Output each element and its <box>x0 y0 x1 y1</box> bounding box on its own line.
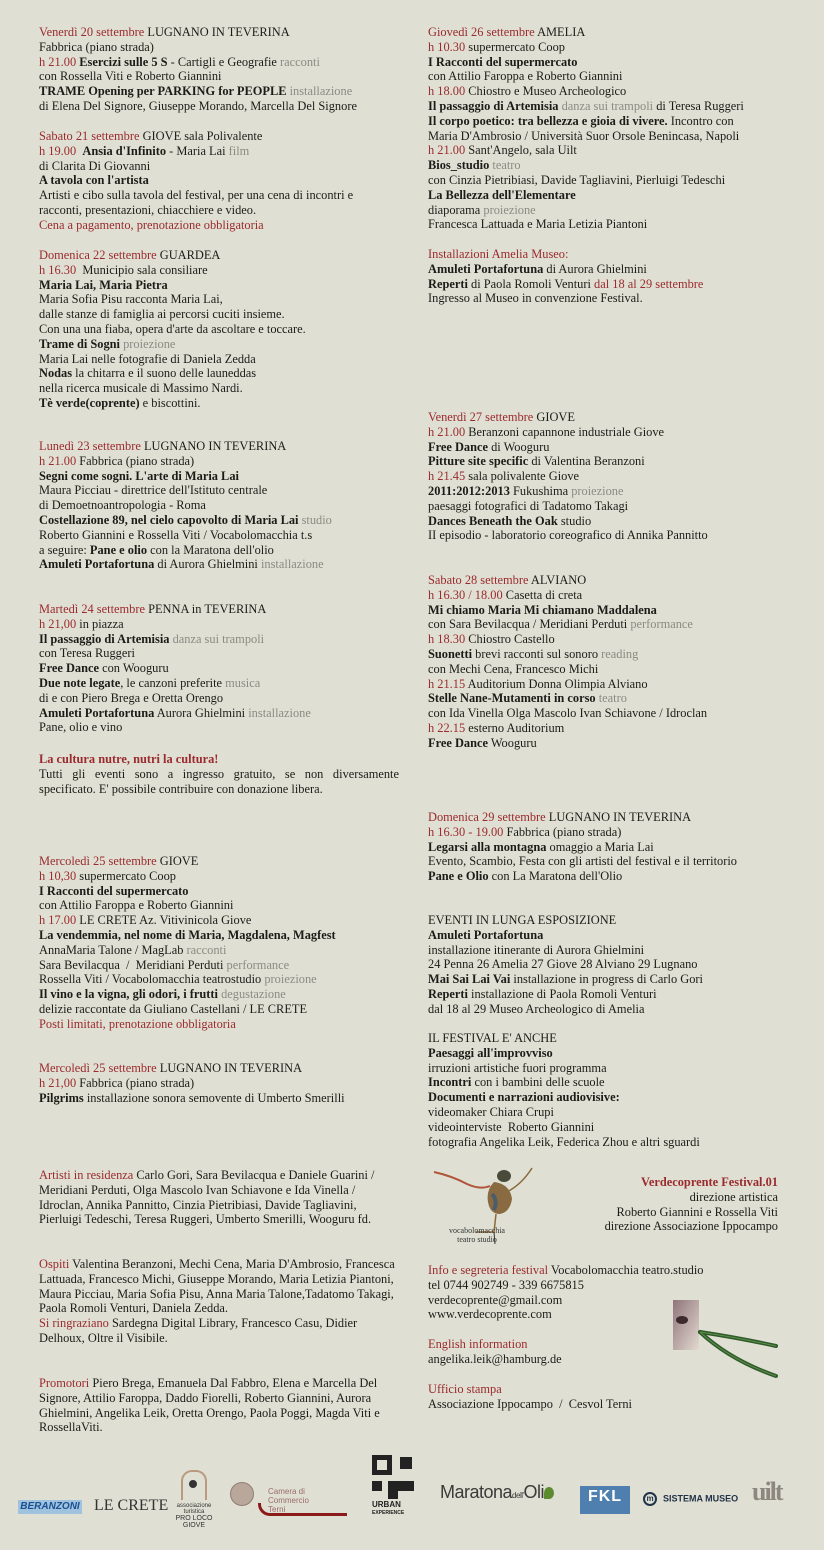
event-time: h 21.15 <box>428 676 466 691</box>
event-credits: II episodio - laboratorio coreografico di Annika Pannitto <box>428 528 708 543</box>
event-title: Stelle Nane-Mutamenti in corso <box>428 691 596 706</box>
event-category: danza sui trampoli <box>169 631 265 646</box>
logo-caption: teatro studio <box>457 1235 497 1244</box>
event-time: h 21.00 <box>428 424 466 439</box>
event-time: h 16.30 <box>39 262 77 277</box>
event-category: proiezione <box>483 202 536 217</box>
beranzoni-logo: BERANZONI <box>18 1500 82 1514</box>
event-credits: con Mechi Cena, Francesco Michi <box>428 661 599 676</box>
event-time: h 17.00 <box>39 913 77 928</box>
event-title: Paesaggi all'improvviso <box>428 1045 553 1060</box>
event-time: h 21.45 <box>428 469 466 484</box>
event-title: La Bellezza dell'Elementare <box>428 187 576 202</box>
event-text: brevi racconti sul sonoro <box>472 646 602 661</box>
event-title: TRAME Opening per PARKING for PEOPLE <box>39 84 287 99</box>
event-category: musica <box>225 675 261 690</box>
event-place: GIOVE sala Polivalente <box>142 129 263 143</box>
booking-note: Posti limitati, prenotazione obbligatoria <box>39 1016 236 1031</box>
event-title: Tè verde(coprente) <box>39 395 140 410</box>
event-venue: esterno Auditorium <box>465 720 565 735</box>
event-category: performance <box>630 617 693 632</box>
event-day-27 <box>428 410 808 543</box>
event-text: installazione di Paola Romoli Venturi <box>467 986 657 1001</box>
uilt-logo: uilt <box>752 1477 782 1506</box>
event-text: di Aurora Ghielmini <box>543 261 647 276</box>
logo-caption: URBAN <box>372 1500 401 1509</box>
event-title: Esercizi sulle 5 S <box>79 54 168 69</box>
event-day-24 <box>39 602 399 735</box>
vocabolomacchia-logo <box>432 1164 542 1254</box>
eye-leaf-icon <box>670 1298 780 1388</box>
event-text: Wooguru <box>487 735 537 750</box>
event-time: h 21.00 <box>428 143 466 158</box>
camera-commercio-terni-logo <box>258 1487 348 1515</box>
event-credits: Francesca Lattuada e Maria Letizia Piantoni <box>428 217 648 232</box>
event-text: 24 Penna 26 Amelia 27 Giove 28 Alviano 29 Lugnano <box>428 957 698 972</box>
event-text: di Valentina Beranzoni <box>528 454 645 469</box>
section-heading: EVENTI IN LUNGA ESPOSIZIONE <box>428 913 617 927</box>
event-title: Amuleti Portafortuna <box>39 557 155 572</box>
event-place: LUGNANO IN TEVERINA <box>548 810 692 824</box>
event-title: Costellazione 89, nel cielo capovolto di Maria Lai <box>39 512 299 527</box>
event-date: Giovedì 26 settembre <box>428 25 535 39</box>
event-title: Segni come sogni. L'arte di Maria Lai <box>39 468 239 483</box>
event-venue: Casetta di creta <box>502 587 583 602</box>
square-icon <box>372 1481 382 1491</box>
event-category: performance <box>226 957 290 972</box>
event-venue: Fabbrica (piano strada) <box>39 39 154 54</box>
artists-in-residence <box>39 1168 399 1227</box>
event-text: e biscottini. <box>139 395 201 410</box>
event-date: Mercoledì 25 settembre <box>39 1061 157 1075</box>
event-text: Artisti e cibo sulla tavola del festival, per una cena di incontri e <box>39 188 354 203</box>
event-venue: supermercato Coop <box>465 39 565 54</box>
event-text: Pane, olio e vino <box>39 720 123 735</box>
guests-label: Ospiti <box>39 1257 70 1271</box>
logo-caption: EXPERIENCE <box>372 1510 405 1516</box>
event-text: installazione sonora semovente di Umberto Smerilli <box>83 1090 345 1105</box>
event-dates: dal 18 al 29 settembre <box>594 276 704 291</box>
event-category: proiezione <box>264 972 317 987</box>
event-day-22 <box>39 248 399 411</box>
event-text: fotografia Angelika Leik, Federica Zhou e altri sguardi <box>428 1134 700 1149</box>
event-title: Suonetti <box>428 646 473 661</box>
square-icon <box>400 1457 412 1469</box>
event-text: con la Maratona dell'olio <box>147 542 274 557</box>
event-text: - Maria Lai <box>166 143 229 158</box>
event-time: h 10,30 <box>39 868 77 883</box>
event-title: Ansia d'Infinito <box>82 143 167 158</box>
event-category: teatro <box>489 158 521 173</box>
event-title: Bios_studio <box>428 158 490 173</box>
event-place: GIOVE <box>536 410 575 424</box>
event-text: di Paola Romoli Venturi <box>467 276 595 291</box>
emblem-seal-icon <box>230 1482 254 1506</box>
event-title: La vendemmia, nel nome di Maria, Magdalena, Magfest <box>39 927 336 942</box>
event-venue: Chiostro e Museo Archeologico <box>465 84 627 99</box>
event-place: LUGNANO IN TEVERINA <box>143 439 287 453</box>
event-venue: Fabbrica (piano strada) <box>76 1075 195 1090</box>
event-text: diaporama <box>428 202 484 217</box>
event-text: studio <box>557 513 592 528</box>
event-text: - Cartigli e Geografie <box>167 54 281 69</box>
urban-experience-logo <box>372 1455 416 1517</box>
event-date: Venerdì 20 settembre <box>39 25 145 39</box>
event-credits: con Attilio Faroppa e Roberto Giannini <box>428 69 623 84</box>
event-title: Il passaggio di Artemisia <box>428 98 559 113</box>
event-credits: di Elena Del Signore, Giuseppe Morando, Marcella Del Signore <box>39 98 357 113</box>
logo-caption: PRO LOCO GIOVE <box>175 1515 213 1529</box>
event-place: GUARDEA <box>159 248 221 262</box>
swoosh-icon <box>258 1503 347 1516</box>
event-venue: supermercato Coop <box>76 868 176 883</box>
event-credits: Rossella Viti / Vocabolomacchia teatrostudio <box>39 972 265 987</box>
event-title: Pitture site specific <box>428 454 529 469</box>
promoters <box>39 1376 399 1435</box>
event-day-23 <box>39 439 399 572</box>
olive-leaf-icon <box>544 1487 554 1499</box>
event-day-28 <box>428 573 808 751</box>
event-text: Incontro con <box>667 113 734 128</box>
event-day-20 <box>39 25 399 114</box>
museum-m-icon: m <box>643 1492 657 1506</box>
event-credits: con Ida Vinella Olga Mascolo Ivan Schiavone / Idroclan <box>428 706 708 721</box>
logo-caption: vocabolomacchia <box>449 1226 505 1235</box>
press-office-label: Ufficio stampa <box>428 1381 502 1396</box>
logo-caption: Oli <box>523 1482 545 1502</box>
event-category: racconti <box>186 942 227 957</box>
event-title: Free Dance <box>428 735 488 750</box>
event-venue: Auditorium Donna Olimpia Alviano <box>465 676 648 691</box>
event-text: irruzioni artistiche fuori programma <box>428 1060 607 1075</box>
le-crete-logo: LE CRETE <box>94 1497 169 1514</box>
event-venue: LE CRETE Az. Vitivinicola Giove <box>76 913 252 928</box>
email-link[interactable]: verdecoprente@gmail.com <box>428 1292 563 1307</box>
logo-caption: Terni <box>268 1505 286 1514</box>
event-text: , le canzoni preferite <box>120 675 226 690</box>
event-place: GIOVE <box>159 854 199 868</box>
event-date: Lunedì 23 settembre <box>39 439 141 453</box>
event-venue: Fabbrica (piano strada) <box>503 824 622 839</box>
event-time: h 18.00 <box>428 84 466 99</box>
event-text: Maria Lai nelle fotografie di Daniela Zedda <box>39 351 256 366</box>
event-title: Pilgrims <box>39 1090 84 1105</box>
event-title: I Racconti del supermercato <box>428 54 578 69</box>
english-email-link[interactable]: angelika.leik@hamburg.de <box>428 1351 562 1366</box>
event-title: Amuleti Portafortuna <box>428 261 544 276</box>
culture-heading: La cultura nutre, nutri la cultura! <box>39 752 219 766</box>
artists-label: Artisti in residenza <box>39 1168 134 1182</box>
square-icon <box>388 1481 398 1499</box>
event-text: racconti, presentazioni, chiacchiere e video. <box>39 202 257 217</box>
event-title: I Racconti del supermercato <box>39 883 189 898</box>
event-title: Il corpo poetico: tra bellezza e gioia di vivere. <box>428 113 668 128</box>
event-title: Pane e olio <box>89 542 148 557</box>
event-day-26 <box>428 25 808 232</box>
event-text: la chitarra e il suono delle launeddas <box>72 366 257 381</box>
event-category: danza sui trampoli <box>558 98 654 113</box>
event-date: Sabato 28 settembre <box>428 573 529 587</box>
logo-caption: associazione turistica <box>176 1503 212 1515</box>
event-title: Free Dance <box>428 439 488 454</box>
event-text: omaggio a Maria Lai <box>546 839 654 854</box>
event-text: con i bambini delle scuole <box>471 1075 605 1090</box>
event-venue: Sant'Angelo, sala Uilt <box>465 143 577 158</box>
event-credits: AnnaMaria Talone / MagLab <box>39 942 187 957</box>
event-title: Trame di Sogni <box>39 336 121 351</box>
guests-list: Valentina Beranzoni, Mechi Cena, Maria D'Ambrosio, Francesca Lattuada, Francesco Michi, Giuseppe Morando, Maria Letizia Piantoni, Maura Picciau, Maria Sofia Pisu, Anna Maria Talone,Tadatomo Takagi, Paola Romoli Venturi, Daniela Zedda. <box>39 1257 395 1316</box>
event-venue: in piazza <box>76 616 124 631</box>
event-category: racconti <box>280 54 320 69</box>
event-title: Maria Lai, Maria Pietra <box>39 277 168 292</box>
event-text: Evento, Scambio, Festa con gli artisti del festival e il territorio <box>428 854 738 869</box>
event-date: Martedì 24 settembre <box>39 602 145 616</box>
arch-icon <box>181 1470 207 1500</box>
event-place: AMELIA <box>537 25 586 39</box>
event-text: installazione in progress di Carlo Gori <box>510 972 703 987</box>
event-credits: di e con Piero Brega e Oretta Orengo <box>39 690 224 705</box>
event-title: Mai Sai Lai Vai <box>428 972 511 987</box>
credits-line: Roberto Giannini e Rossella Viti <box>616 1204 778 1219</box>
event-category: installazione <box>248 705 311 720</box>
thanks-list: Sardegna Digital Library, Francesco Casu, Didier Delhoux, Oltre il Visibile. <box>39 1316 358 1345</box>
event-title: Il passaggio di Artemisia <box>39 631 170 646</box>
event-text: dal 18 al 29 Museo Archeologico di Amelia <box>428 1001 645 1016</box>
event-venue: Chiostro Castello <box>465 632 555 647</box>
event-time: h 21,00 <box>39 616 77 631</box>
press-office-text: Associazione Ippocampo / Cesvol Terni <box>428 1396 632 1411</box>
event-title: Incontri <box>428 1075 472 1090</box>
event-time: h 21.00 <box>39 453 77 468</box>
event-text: a seguire: <box>39 542 90 557</box>
event-title: Reperti <box>428 986 468 1001</box>
event-text: installazione itinerante di Aurora Ghielmini <box>428 942 645 957</box>
event-date: Mercoledì 25 settembre <box>39 854 157 868</box>
section-heading: IL FESTIVAL E' ANCHE <box>428 1031 557 1045</box>
square-icon <box>372 1455 392 1475</box>
event-credits: con Cinzia Pietribiasi, Davide Tagliavini, Pierluigi Tedeschi <box>428 172 726 187</box>
event-credits: di Clarita Di Giovanni <box>39 158 151 173</box>
event-date: Venerdì 27 settembre <box>428 410 534 424</box>
event-place: LUGNANO IN TEVERINA <box>159 1061 303 1075</box>
booking-note: Cena a pagamento, prenotazione obbligatoria <box>39 217 264 232</box>
event-credits: Sara Bevilacqua / Meridiani Perduti <box>39 957 227 972</box>
event-title: Reperti <box>428 276 468 291</box>
event-date: Sabato 21 settembre <box>39 129 140 143</box>
festival-title: Verdecoprente Festival.01 <box>641 1175 778 1189</box>
event-day-25-lugnano <box>39 1061 399 1105</box>
event-category: proiezione <box>571 483 624 498</box>
event-text: di Wooguru <box>487 439 550 454</box>
event-category: reading <box>601 646 639 661</box>
promoters-list: Piero Brega, Emanuela Dal Fabbro, Elena e Marcella Del Signore, Attilio Faroppa, Daddo Fiorelli, Roberto Giannini, Aurora Ghielmini, Angelika Leik, Oretta Orengo, Paola Poggi, Magda Viti e RossellaViti. <box>39 1376 380 1435</box>
culture-text: Tutti gli eventi sono a ingresso gratuito, se non diversamente specificato. E' possibile contribuire con donazione libera. <box>39 766 399 796</box>
event-credits: Maria D'Ambrosio / Università Suor Orsole Benincasa, Napoli <box>428 128 740 143</box>
event-category: installazione <box>286 84 353 99</box>
event-venue: Beranzoni capannone industriale Giove <box>465 424 665 439</box>
pro-loco-giove-logo <box>170 1470 218 1529</box>
event-title: Dances Beneath the Oak <box>428 513 558 528</box>
event-text: nella ricerca musicale di Massimo Nardi. <box>39 381 243 396</box>
event-day-21 <box>39 129 399 233</box>
event-venue: sala polivalente Giove <box>465 469 580 484</box>
event-place: LUGNANO IN TEVERINA <box>147 25 290 39</box>
event-time: h 21,00 <box>39 1075 77 1090</box>
info-text: Vocabolomacchia teatro.studio <box>548 1263 704 1277</box>
info-label: Info e segreteria festival <box>428 1263 549 1277</box>
event-title: Nodas <box>39 366 73 381</box>
event-credits: con Teresa Ruggeri <box>39 646 135 661</box>
event-credits: delizie raccontate da Giuliano Castellani / LE CRETE <box>39 1001 308 1016</box>
event-title: Legarsi alla montagna <box>428 839 547 854</box>
artists-list: Carlo Gori, Sara Bevilacqua e Daniele Guarini / Meridiani Perduti, Olga Mascolo Ivan Schiavone e Ida Vinella / Idroclan, Annika Pannitto, Cinzia Pietribiasi, Davide Tagliavini, Pierluigi Tedeschi, Teresa Ruggeri, Umberto Smerilli, Wooguru fd. <box>39 1168 375 1227</box>
thanks-label: Si ringraziano <box>39 1316 109 1331</box>
event-time: h 18.30 <box>428 632 466 647</box>
event-venue: Municipio sala consiliare <box>76 262 208 277</box>
event-credits: con Sara Bevilacqua / Meridiani Perduti <box>428 617 631 632</box>
event-place: ALVIANO <box>530 573 587 587</box>
event-text: con La Maratona dell'Olio <box>488 869 623 884</box>
event-text: Con una una fiaba, opera d'arte da ascoltare e toccare. <box>39 321 306 336</box>
event-category: installazione <box>260 557 324 572</box>
event-title: Pane e Olio <box>428 869 489 884</box>
event-credits: paesaggi fotografici di Tadatomo Takagi <box>428 498 629 513</box>
fkl-logo: FKL <box>580 1486 630 1514</box>
logo-caption: Maratona <box>440 1482 513 1502</box>
maratona-olio-logo <box>440 1482 554 1503</box>
logo-caption: SISTEMA MUSEO <box>663 1493 739 1504</box>
amelia-museum-installations <box>428 247 808 306</box>
event-credits: con Attilio Faroppa e Roberto Giannini <box>39 898 234 913</box>
event-date: Domenica 29 settembre <box>428 810 546 824</box>
event-text: Ingresso al Museo in convenzione Festival. <box>428 291 643 306</box>
event-time: h 19.00 <box>39 143 77 158</box>
event-time: h 22.15 <box>428 720 466 735</box>
festival-also <box>428 1031 808 1149</box>
event-text: di Teresa Ruggeri <box>653 98 744 113</box>
event-text: Maura Picciau - direttrice dell'Istituto centrale <box>39 483 268 498</box>
event-time: h 10.30 <box>428 39 466 54</box>
event-category: studio <box>298 512 332 527</box>
event-title: Due note legate <box>39 675 121 690</box>
event-title: 2011:2012:2013 <box>428 483 510 498</box>
event-title: Amuleti Portafortuna <box>39 705 155 720</box>
culture-notice <box>39 752 399 796</box>
event-text: videomaker Chiara Crupi <box>428 1104 554 1119</box>
event-time: h 21.00 <box>39 54 77 69</box>
event-text: con Wooguru <box>98 661 169 676</box>
website-link[interactable]: www.verdecoprente.com <box>428 1307 552 1322</box>
event-title: Amuleti Portafortuna <box>428 927 544 942</box>
event-credits: con Rossella Viti e Roberto Giannini <box>39 69 222 84</box>
event-title: A tavola con l'artista <box>39 173 149 188</box>
event-time: h 16.30 - 19.00 <box>428 824 504 839</box>
event-text: Maria Sofia Pisu racconta Maria Lai, <box>39 292 223 307</box>
event-credits: Roberto Giannini e Rossella Viti / Vocabolomacchia t.s <box>39 527 313 542</box>
section-heading: Installazioni Amelia Museo: <box>428 247 569 261</box>
credits-line: direzione artistica <box>689 1189 778 1204</box>
long-exhibition <box>428 913 808 1017</box>
event-day-25-giove <box>39 854 399 1032</box>
guests <box>39 1257 399 1346</box>
event-text: videointerviste Roberto Giannini <box>428 1119 595 1134</box>
event-text: di Demoetnoantropologia - Roma <box>39 498 206 513</box>
credits-line: direzione Associazione Ippocampo <box>604 1219 778 1234</box>
event-venue: Fabbrica (piano strada) <box>76 453 195 468</box>
event-title: Il vino e la vigna, gli odori, i frutti <box>39 987 218 1002</box>
event-time: h 16.30 / 18.00 <box>428 587 503 602</box>
event-date: Domenica 22 settembre <box>39 248 157 262</box>
english-info-label: English information <box>428 1337 528 1352</box>
event-text: di Aurora Ghielmini <box>154 557 261 572</box>
sistema-museo-logo <box>643 1492 738 1506</box>
event-title: Free Dance <box>39 661 99 676</box>
event-day-29 <box>428 810 808 884</box>
event-text: Fukushima <box>509 483 572 498</box>
event-category: teatro <box>595 691 627 706</box>
event-category: film <box>228 143 250 158</box>
logo-caption: dell' <box>512 1491 524 1500</box>
event-category: degustazione <box>217 987 286 1002</box>
event-category: proiezione <box>120 336 176 351</box>
event-title: Documenti e narrazioni audiovisive: <box>428 1090 620 1105</box>
event-title: Mi chiamo Maria Mi chiamano Maddalena <box>428 602 657 617</box>
phone-number: tel 0744 902749 - 339 6675815 <box>428 1277 584 1292</box>
event-place: PENNA in TEVERINA <box>148 602 267 616</box>
eye-leaf-artwork <box>670 1298 780 1388</box>
event-text: dalle stanze di famiglia ai percorsi cuciti insieme. <box>39 307 285 322</box>
event-text: Aurora Ghielmini <box>154 705 249 720</box>
logo-caption: Camera di Commercio <box>268 1487 309 1505</box>
promoters-label: Promotori <box>39 1376 90 1390</box>
